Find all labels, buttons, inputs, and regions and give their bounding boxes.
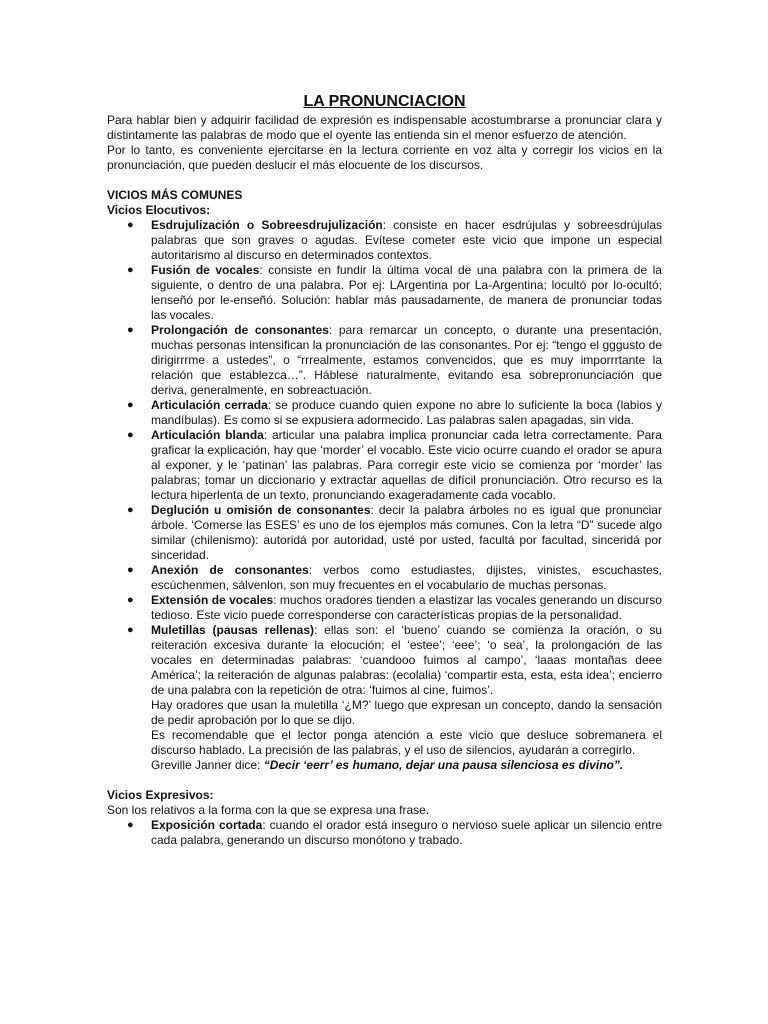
list-item-term: Deglución u omisión de consonantes [151,503,371,517]
list-item [107,263,662,323]
recommendation-paragraph: Es recomendable que el lector ponga atención a este vicio que desluce sobremanera el discurso hablado. La precisión de las palabras, y el uso de silencios, ayudarán a corregirlo. [151,728,662,757]
list-item [107,428,662,503]
bullet-icon: ● [127,624,134,636]
expresivos-description: Son los relativos a la forma con la que se expresa una frase. [107,803,430,817]
list-item-text: : para remarcar un concepto, o durante una presentación, muchas personas intensifican la pronunciación de las consonantes. Por ej: “tengo el gggusto de dirigirrrme a ustedes”, o “rrrealmente, estamos convencidos, que es muy imporrrtante la relación que establezca…”. Háblese naturalmente, evitando esa sobrepronunciación que deriva, generalmente, en sobreactuación. [151,323,663,397]
list-item [107,323,662,398]
list-item-text: : decir la palabra árboles no es igual que pronunciar árbole. ‘Comerse las ESES’ es uno de los ejemplos más comunes. Con la letra “D” sucede algo similar (chilenismo): autoridá por autoridad, usté por usted, facultá por facultad, sinceridá por sinceridad. [151,503,662,562]
bullet-icon: ● [127,264,134,276]
list-item-text: : consiste en hacer esdrújulas y sobreesdrújulas palabras que son graves o agudas. Evítese cometer este vicio que impone un especial autoritarismo al discurso en determinados contextos. [151,218,662,262]
list-item-text: : verbos como estudiastes, dijistes, vinistes, escuchastes, escúchenmen, sálvenlon, son muy frecuentes en el vocabulario de muchas personas. [151,563,662,592]
bullet-icon: ● [127,819,134,831]
list-item-text: : articular una palabra implica pronunciar cada letra correctamente. Para graficar la explicación, hay que ‘morder’ el vocablo. Este vicio ocurre cuando el orador se apura al exponer, y le ‘patinan’ las palabras. Para corregir este vicio se comienza por ‘morder’ las palabras; tomar un diccionario y extractar aquellas de difícil pronunciación. Otro recurso es la lectura hiperlenta de un texto, pronunciando exageradamente cada vocablo. [151,428,662,502]
spacer [107,773,662,788]
intro-paragraph-1: Para hablar bien y adquirir facilidad de expresión es indispensable acostumbrarse a pronunciar clara y distintamente las palabras de modo que el oyente las entienda sin el menor esfuerzo de atención. [107,113,662,142]
bullet-icon: ● [127,219,134,231]
bullet-icon: ● [127,324,134,336]
bullet-icon: ● [127,429,134,441]
list-item-term: Fusión de vocales [151,263,260,277]
list-item-term: Muletillas (pausas rellenas) [151,623,315,637]
list-item [107,218,662,263]
elocutivos-list [107,218,662,773]
bullet-icon: ● [127,399,134,411]
expresivos-heading: Vicios Expresivos: [107,788,214,802]
janner-paragraph [151,758,662,773]
muletilla-paragraph: Hay oradores que usan la muletilla ‘¿M?’ luego que expresan un concepto, dando la sensación de pedir aprobación por lo que se dijo. [151,698,662,727]
list-item-term: Esdrujulización o Sobreesdrujulización [151,218,383,232]
list-item-term: Extensión de vocales [151,593,274,607]
list-item-term: Articulación blanda [151,428,264,442]
list-item-term: Articulación cerrada [151,398,268,412]
expresivos-list [107,818,662,848]
list-item-term: Anexión de consonantes [151,563,309,577]
list-item-text: : se produce cuando quien expone no abre lo suficiente la boca (labios y mandíbulas). Es como si se expusiera adormecido. Las palabras salen apagadas, sin vida. [151,398,662,427]
list-item [107,593,662,623]
section-title: VICIOS MÁS COMUNES [107,188,243,202]
page-title: LA PRONUNCIACION [303,93,466,110]
bullet-icon: ● [127,504,134,516]
elocutivos-heading: Vicios Elocutivos: [107,203,211,217]
janner-prefix: Greville Janner dice: [151,758,264,772]
list-item [107,818,662,848]
list-item-term: Exposición cortada [151,818,263,832]
janner-quote: “Decir ‘eerr’ es humano, dejar una pausa silenciosa es divino”. [263,758,624,772]
bullet-icon: ● [127,594,134,606]
list-item [107,398,662,428]
intro-paragraph-2: Por lo tanto, es conveniente ejercitarse en la lectura corriente en voz alta y corregir los vicios en la pronunciación, que pueden deslucir el más elocuente de los discursos. [107,143,662,172]
list-item [107,623,662,773]
list-item [107,563,662,593]
list-item-text: : consiste en fundir la última vocal de una palabra con la primera de la siguiente, o dentro de una palabra. Por ej: LArgentina por La-Argentina; locultó por lo-ocultó; lenseñó por le-enseñó. Solución: hablar más pausadamente, de manera de pronunciar todas las vocales. [151,263,662,322]
bullet-icon: ● [127,564,134,576]
list-item-text: : cuando el orador está inseguro o nervioso suele aplicar un silencio entre cada palabra, generando un discurso monótono y trabado. [151,818,662,847]
list-item-text: : ellas son: el ‘bueno’ cuando se comienza la oración, o su reiteración excesiva durante la elocución; el ‘estee’; ‘eee’; ‘o sea’, la prolongación de las vocales en determinadas palabras: ‘cuandooo fuimos al campo’, ‘laaas montañas deee América’; la reiteración de algunas palabras: (ecolalia) ‘compartir esta, esta, esta idea’; encierro de una palabra con la repetición de otra: ‘fuimos al cine, fuimos’. [151,623,662,697]
list-item-term: Prolongación de consonantes [151,323,329,337]
list-item-text: : muchos oradores tienden a elastizar las vocales generando un discurso tedioso. Este vicio puede corresponderse con características propias de la personalidad. [151,593,662,622]
list-item [107,503,662,563]
